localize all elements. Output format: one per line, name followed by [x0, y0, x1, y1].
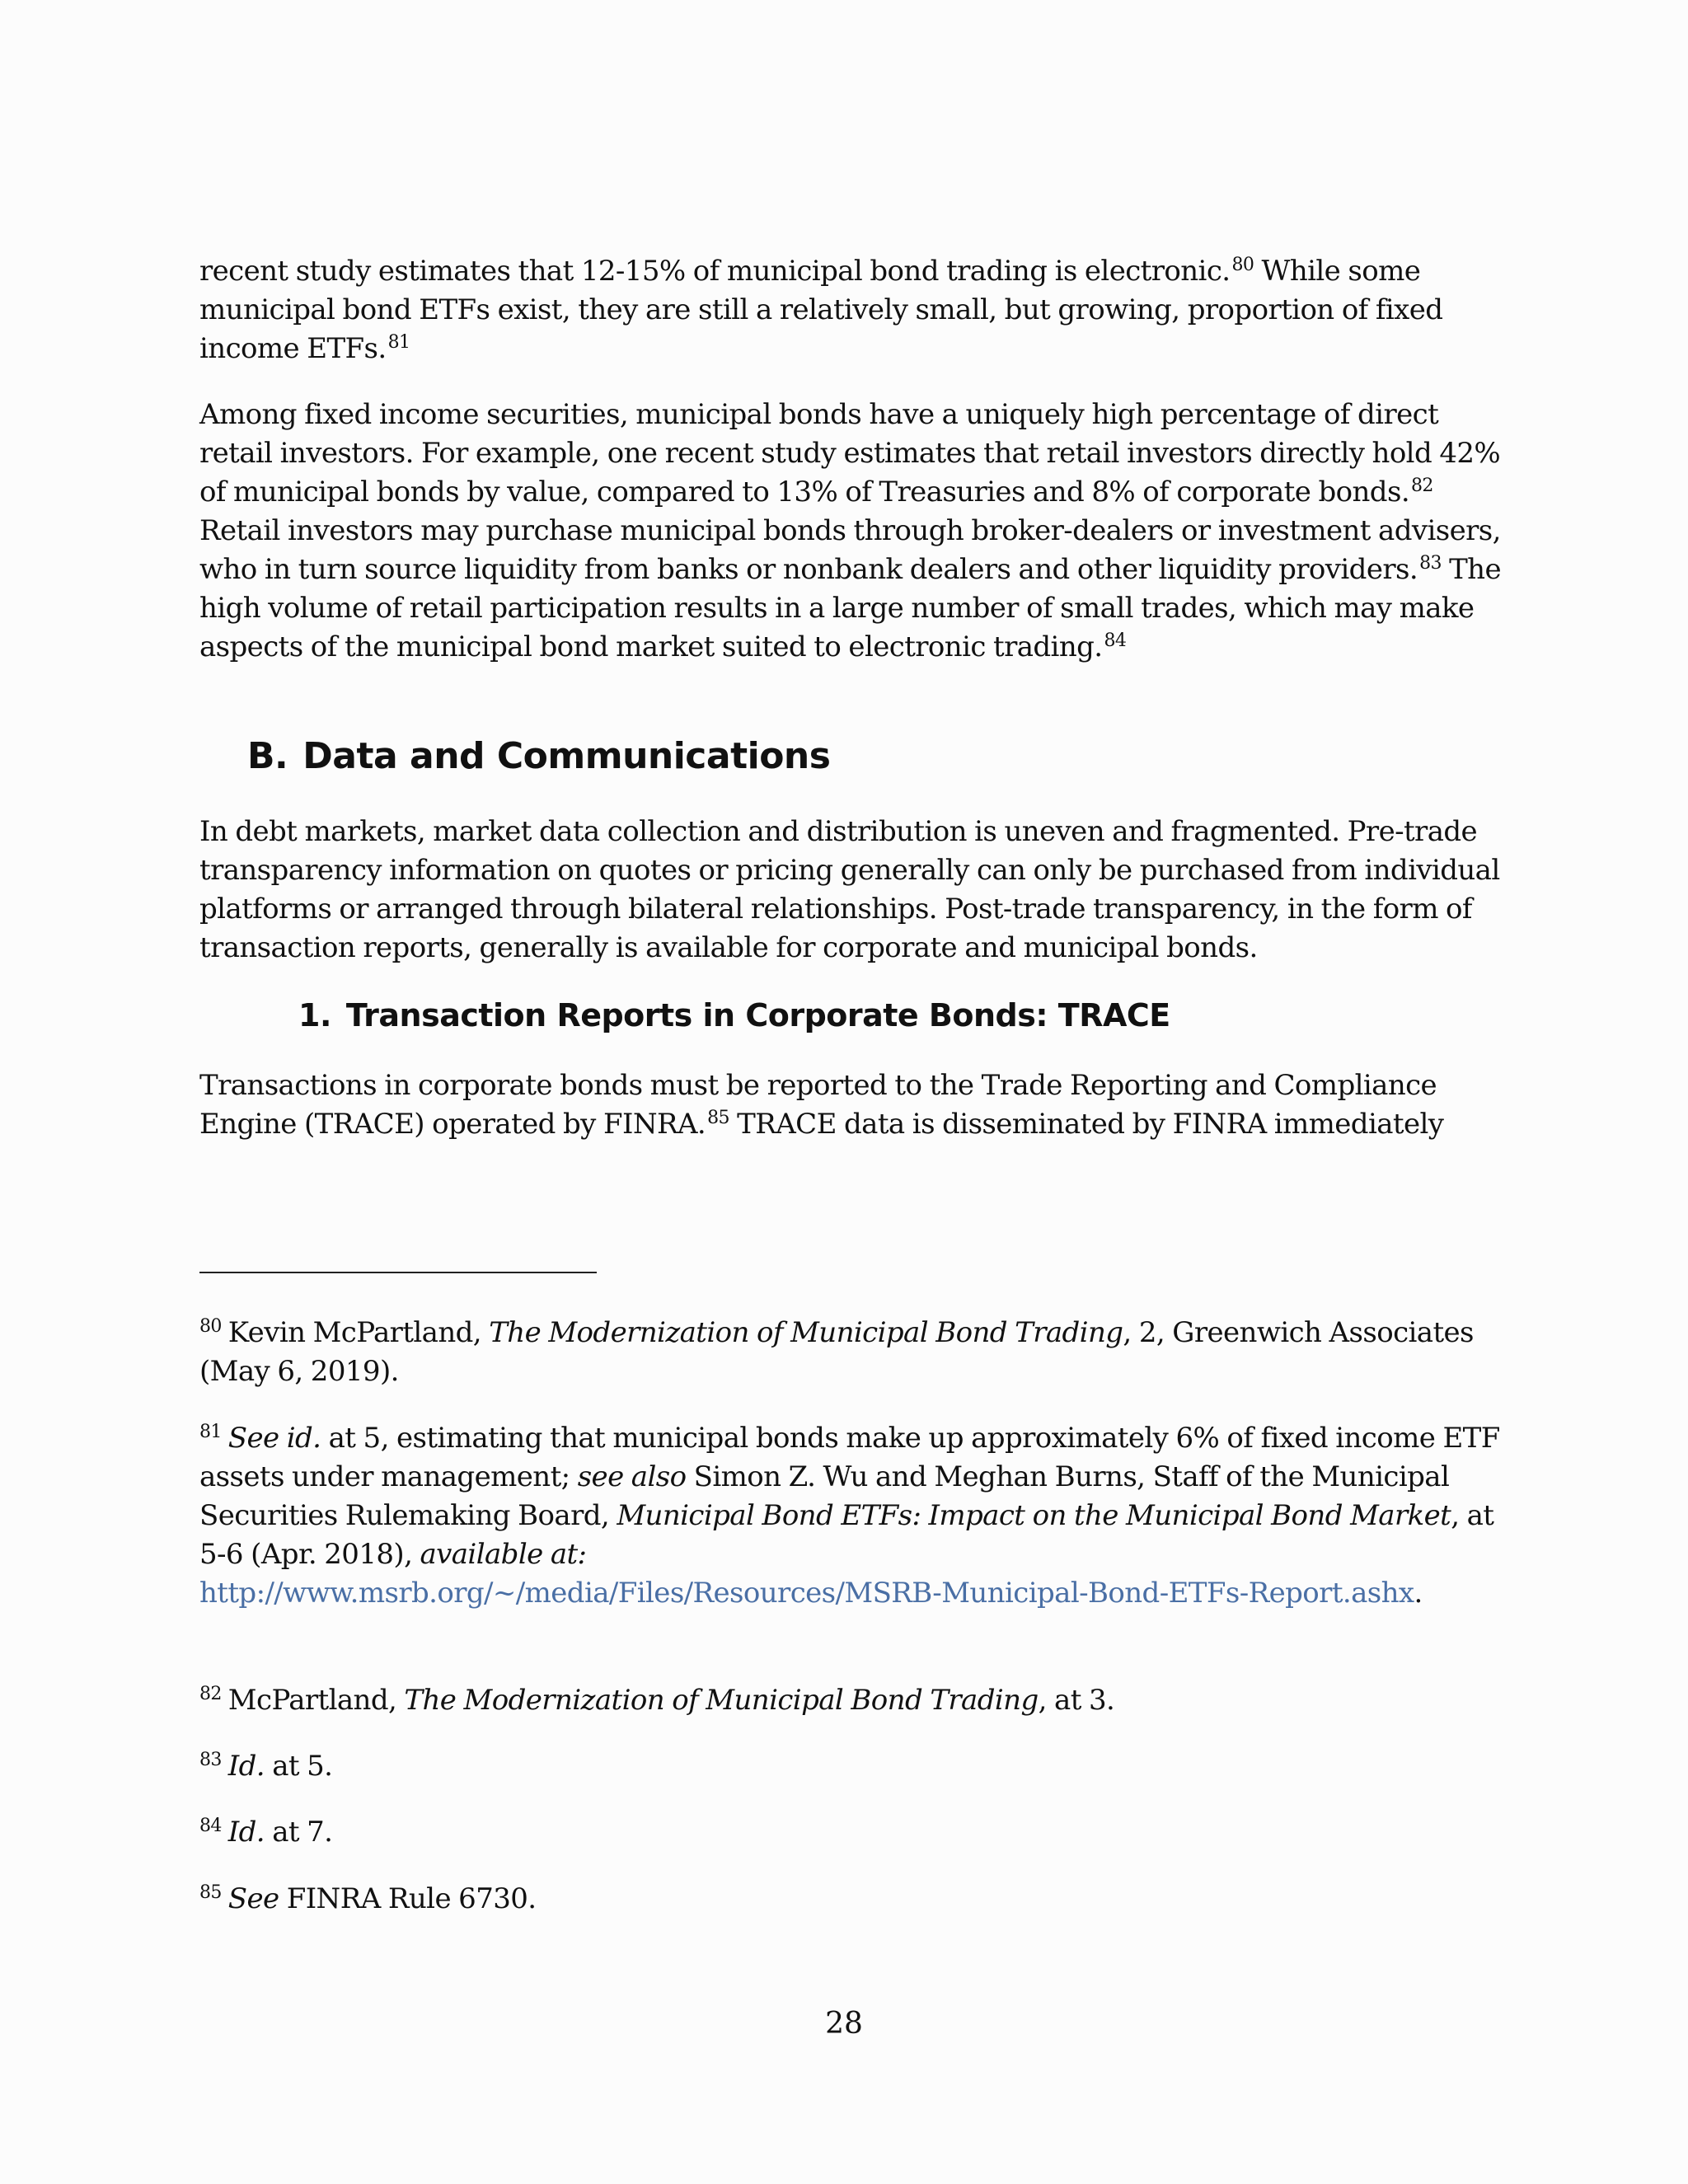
footnote-number: 80: [199, 1316, 222, 1337]
subsection-heading: [298, 997, 1170, 1033]
footnote-text: .: [1414, 1577, 1423, 1610]
paragraph-text: The high volume of retail participation results in a large number of small trades, which may make aspects of the municipal bond market suited to electronic trading.: [199, 553, 1501, 663]
section-number: B.: [247, 735, 288, 777]
footnote-number: 85: [199, 1882, 222, 1903]
footnote-title: The Modernization of Municipal Bond Trading: [489, 1316, 1123, 1349]
footnote-83: [199, 1747, 1502, 1786]
footnote-ref-80[interactable]: 80: [1231, 255, 1254, 275]
footnote-signal: Id.: [227, 1816, 265, 1849]
footnote-number: 84: [199, 1816, 222, 1836]
footnote-link[interactable]: http://www.msrb.org/~/media/Files/Resources/MSRB-Municipal-Bond-ETFs-Report.ashx: [199, 1577, 1414, 1610]
paragraph-text: TRACE data is disseminated by FINRA immediately: [729, 1108, 1444, 1141]
section-heading: [247, 735, 830, 777]
footnote-ref-84[interactable]: 84: [1104, 630, 1127, 651]
footnote-text: at 5.: [265, 1750, 333, 1783]
footnote-title: The Modernization of Municipal Bond Trading: [404, 1684, 1039, 1717]
subsection-title: Transaction Reports in Corporate Bonds: TRACE: [345, 997, 1170, 1033]
footnote-number: 82: [199, 1684, 222, 1704]
footnote-85: [199, 1880, 1502, 1919]
footnote-text: at 5, estimating that municipal bonds make up approximately 6% of fixed income ETF assets under management;: [199, 1422, 1500, 1493]
paragraph-text: Transactions in corporate bonds must be reported to the Trade Reporting and Compliance Engine (TRACE) operated by FINRA.: [199, 1069, 1437, 1141]
footnote-text: , at 3.: [1038, 1684, 1115, 1717]
footnote-signal: See id.: [227, 1422, 321, 1455]
footnote-number: 81: [199, 1422, 222, 1442]
footnote-ref-81[interactable]: 81: [387, 332, 410, 353]
paragraph-text: While some municipal bond ETFs exist, they are still a relatively small, but growing, proportion of fixed income ETFs.: [199, 255, 1443, 365]
footnote-separator: [199, 1272, 597, 1273]
footnote-ref-85[interactable]: 85: [707, 1108, 729, 1128]
footnote-ref-83[interactable]: 83: [1419, 553, 1442, 574]
footnote-81: [199, 1419, 1502, 1613]
paragraph-trace: [199, 1066, 1502, 1144]
footnote-80: [199, 1314, 1502, 1391]
paragraph-data-communications: In debt markets, market data collection and distribution is uneven and fragmented. Pre-trade transparency information on quotes or pricing generally can only be purchased from individual platforms or arranged through bilateral relationships. Post-trade transparency, in the form of transaction reports, generally is available for corporate and municipal bonds.: [199, 815, 1500, 964]
footnote-text: at 7.: [265, 1816, 333, 1849]
footnote-text: , 2, Greenwich Associates (May 6, 2019).: [199, 1316, 1474, 1388]
subsection-number: 1.: [298, 997, 331, 1033]
paragraph-electronic-trading: [199, 252, 1502, 368]
paragraph-text: Among fixed income securities, municipal bonds have a uniquely high percentage of direct retail investors. For example, one recent study estimates that retail investors directly hold 42% of municipal bonds by value, compared to 13% of Treasuries and 8% of corporate bonds.: [199, 398, 1501, 509]
footnote-signal: Id.: [227, 1750, 265, 1783]
footnote-84: [199, 1813, 1502, 1852]
footnote-text: , at 5-6 (Apr. 2018),: [199, 1499, 1494, 1571]
footnote-number: 83: [199, 1750, 222, 1770]
page-number: 28: [825, 2007, 863, 2041]
footnote-text: Simon Z. Wu and Meghan Burns, Staff of the Municipal Securities Rulemaking Board,: [199, 1460, 1450, 1532]
footnote-signal: see also: [577, 1460, 687, 1493]
footnote-ref-82[interactable]: 82: [1411, 476, 1433, 496]
paragraph-retail-investors: [199, 396, 1502, 667]
footnote-signal: See: [227, 1882, 279, 1915]
footnote-title: Municipal Bond ETFs: Impact on the Municipal Bond Market: [617, 1499, 1451, 1532]
paragraph-text: Retail investors may purchase municipal bonds through broker-dealers or investment advisers, who in turn source liquidity from banks or nonbank dealers and other liquidity providers.: [199, 514, 1501, 586]
footnote-text: Kevin McPartland,: [227, 1316, 490, 1349]
footnote-82: [199, 1681, 1502, 1720]
footnote-signal: available at:: [420, 1538, 587, 1571]
footnote-text: FINRA Rule 6730.: [279, 1882, 537, 1915]
footnote-text: McPartland,: [227, 1684, 405, 1717]
section-title: Data and Communications: [302, 735, 831, 777]
paragraph-text: recent study estimates that 12-15% of municipal bond trading is electronic.: [199, 255, 1231, 288]
